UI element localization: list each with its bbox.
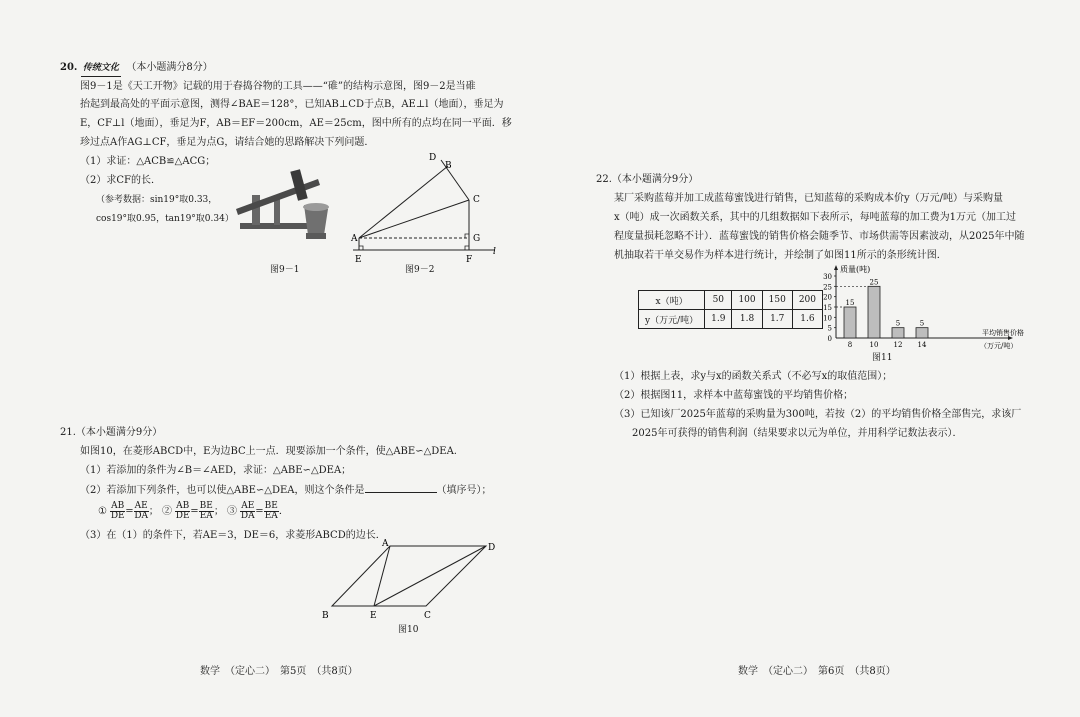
frac-num: BE — [264, 501, 278, 511]
label-F: F — [466, 255, 473, 265]
mortar-device-figure — [232, 165, 342, 245]
fig-9-2-diagram — [345, 150, 505, 268]
frac-num: AE — [134, 501, 148, 511]
table-header-y: y（万元/吨） — [639, 310, 705, 329]
frac-den: EA — [199, 511, 213, 521]
bar — [868, 286, 880, 338]
option-1-frac-b — [134, 502, 149, 521]
option-2-frac-a — [175, 502, 190, 521]
frac-den: DA — [134, 511, 149, 521]
label-l: l — [493, 247, 496, 257]
q21-options: ① $\frac{AB}{DE}$ = $\frac{AE}{DA}$ ； ② $\frac{AB}{DE}$ = $\frac{BE}{EA}$ ； ③ $\frac{AE}{DA}$ = $\frac{BE}{EA}$ ． — [98, 501, 289, 521]
y-tick-label: 15 — [823, 304, 832, 312]
q21-title: 21.（本小题满分9分） — [60, 427, 163, 438]
y-axis-label: 质量(吨) — [840, 265, 871, 274]
right-page — [540, 0, 1080, 717]
table-cell: 1.7 — [762, 310, 792, 329]
q20-number: 20. — [60, 62, 78, 73]
label-E: E — [370, 611, 377, 621]
bar — [916, 328, 928, 338]
frac-num: AB — [111, 501, 125, 511]
table-header-x: x（吨） — [639, 291, 705, 310]
label-A: A — [382, 539, 389, 549]
option-1-mark: ① — [98, 506, 107, 517]
x-tick-label: 10 — [869, 341, 879, 349]
y-tick-label: 20 — [823, 293, 832, 302]
answer-blank[interactable] — [365, 482, 437, 493]
fig-9-1-caption: 图9－1 — [270, 265, 300, 275]
table-row — [639, 310, 823, 329]
q21-sub3: （3）在（1）的条件下，若AE＝3，DE＝6，求菱形ABCD的边长． — [80, 530, 386, 541]
q20-line-4: 珍过点A作AG⊥CF，垂足为点G，请结合她的思路解决下列问题． — [80, 137, 375, 148]
table-cell: 1.9 — [705, 310, 732, 329]
q20-line-3: E，CF⊥l（地面），垂足为F，AB＝EF＝200cm，AE＝25cm，图中所有的点均在同一平面．移 — [80, 118, 512, 129]
frac-num: AE — [241, 501, 255, 511]
frac-den: DE — [110, 511, 125, 521]
x-tick-label: 14 — [917, 341, 927, 349]
q21-line-1: 如图10，在菱形ABCD中，E为边BC上一点．现要添加一个条件，使△ABE∽△DEA. — [80, 446, 457, 457]
q22-sub1: （1）根据上表，求y与x的函数关系式（不必写x的取值范围）； — [614, 371, 893, 382]
q21-sub1: （1）若添加的条件为∠B＝∠AED，求证：△ABE∽△DEA； — [80, 465, 352, 476]
table-cell: 150 — [762, 291, 792, 310]
fig-11-caption: 图11 — [872, 353, 893, 363]
bar-value-label: 5 — [919, 319, 925, 328]
q20-sub2: （2）求CF的长． — [80, 175, 161, 186]
table-row — [639, 291, 823, 310]
q22-line-1: 某厂采购蓝莓并加工成蓝莓蜜饯进行销售，已知蓝莓的采购成本价y（万元/吨）与采购量 — [614, 193, 1004, 204]
q20-line-1: 图9－1是《天工开物》记载的用于舂捣谷物的工具——“碓”的结构示意图，图9－2是当碓 — [80, 81, 476, 92]
option-2-frac-b — [199, 502, 214, 521]
fig-10-rhombus — [318, 538, 498, 622]
label-C: C — [473, 195, 480, 205]
option-3-frac-b — [264, 502, 279, 521]
table-cell: 1.6 — [792, 310, 822, 329]
q21-sub2-tail: （填序号）； — [436, 485, 492, 496]
x-tick-label: 8 — [847, 341, 853, 349]
q20-line-2: 抬起到最高处的平面示意图，测得∠BAE＝128°，已知AB⊥CD于点B，AE⊥l（地面），垂足为 — [80, 99, 504, 110]
bar-value-label: 25 — [869, 278, 879, 287]
frac-den: EA — [264, 511, 278, 521]
right-footer: 数学 （定心二） 第6页 （共8页） — [738, 666, 896, 677]
q22-line-2: x（吨）成一次函数关系，其中的几组数据如下表所示，每吨蓝莓的加工费为1万元（加工过 — [614, 212, 1017, 223]
label-D: D — [429, 153, 437, 163]
frac-den: DE — [175, 511, 190, 521]
q20-sub1: （1）求证：△ACB≌△ACG； — [80, 156, 216, 167]
q20-header — [60, 60, 213, 77]
label-E: E — [355, 255, 362, 265]
tradition-tag: 传统文化 — [81, 60, 121, 77]
label-B: B — [445, 161, 452, 171]
table-cell: 100 — [732, 291, 762, 310]
x-axis-unit-label: （万元/吨） — [980, 342, 1018, 350]
bar — [844, 307, 856, 338]
q21-sub2 — [80, 482, 492, 499]
label-D: D — [488, 543, 496, 553]
y-origin-label: 0 — [827, 335, 832, 343]
frac-num: BE — [199, 501, 213, 511]
bar-chart-fig-11 — [810, 262, 1030, 354]
x-tick-label: 12 — [893, 341, 903, 349]
y-tick-label: 25 — [823, 283, 832, 292]
q22-line-4: 机抽取若干单交易作为样本进行统计，并绘制了如图11所示的条形统计图． — [614, 250, 947, 261]
y-axis-arrow — [834, 265, 838, 270]
table-cell: 200 — [792, 291, 822, 310]
frac-num: AB — [176, 501, 190, 511]
fig-10-caption: 图10 — [398, 625, 419, 635]
option-1-frac-a — [110, 502, 125, 521]
x-axis-label: 平均销售价格 — [982, 329, 1024, 337]
fig-9-2-caption: 图9－2 — [405, 265, 435, 275]
q22-sub3-line-1: （3）已知该厂2025年蓝莓的采购量为300吨，若按（2）的平均销售价格全部售完，求该厂 — [614, 409, 1022, 420]
q20-ref-1: （参考数据：sin19°取0.33， — [96, 195, 218, 205]
label-C: C — [424, 611, 431, 621]
label-A: A — [351, 234, 358, 244]
label-G: G — [473, 234, 481, 244]
q22-sub2: （2）根据图11，求样本中蓝莓蜜饯的平均销售价格； — [614, 390, 854, 401]
left-footer: 数学 （定心二） 第5页 （共8页） — [200, 666, 358, 677]
q21-sub2-text: （2）若添加下列条件，也可以使△ABE∽△DEA，则这个条件是 — [80, 485, 365, 496]
y-tick-label: 10 — [823, 314, 832, 323]
q22-title: 22.（本小题满分9分） — [596, 174, 699, 185]
data-table — [638, 290, 823, 329]
bar — [892, 328, 904, 338]
bar-value-label: 15 — [845, 299, 855, 307]
label-B: B — [322, 611, 329, 621]
y-tick-label: 30 — [823, 273, 832, 281]
table-cell: 1.8 — [732, 310, 762, 329]
bar-value-label: 5 — [895, 319, 901, 328]
option-2-mark: ② — [161, 506, 172, 517]
q22-sub3-line-2: 2025年可获得的销售利润（结果要求以元为单位，并用科学记数法表示）． — [632, 428, 963, 439]
q22-line-3: 程度量损耗忽略不计）．蓝莓蜜饯的销售价格会随季节、市场供需等因素波动，从2025年中随 — [614, 231, 1025, 242]
q20-ref-2: cos19°取0.95，tan19°取0.34） — [96, 214, 234, 224]
table-cell: 50 — [705, 291, 732, 310]
option-3-frac-a — [240, 502, 255, 521]
frac-den: DA — [240, 511, 255, 521]
q20-points: （本小题满分8分） — [126, 62, 213, 73]
y-tick-label: 5 — [827, 324, 832, 333]
option-3-mark: ③ — [227, 506, 238, 517]
